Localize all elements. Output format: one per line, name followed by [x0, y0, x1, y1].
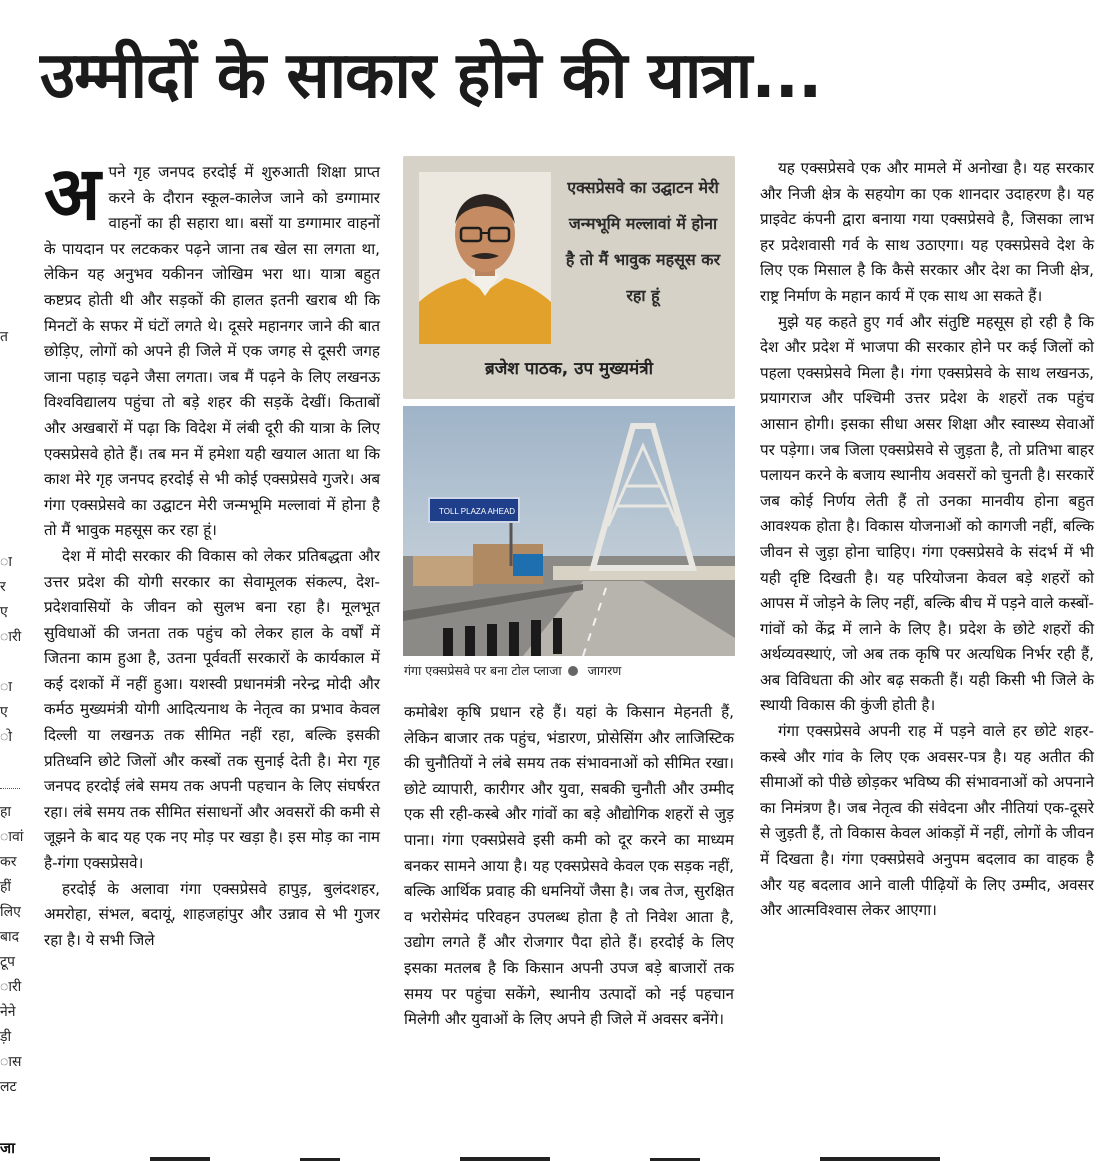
article-column-1 — [44, 151, 380, 953]
quote-box — [403, 156, 735, 399]
photo-caption — [404, 662, 736, 679]
road-sign-text: TOLL PLAZA AHEAD — [439, 507, 516, 516]
paragraph — [44, 151, 380, 544]
paragraph: कमोबेश कृषि प्रधान रहे हैं। यहां के किसान मेहनती हैं, लेकिन बाजार तक पहुंच, भंडारण, प्रोसेसिंग और लाजिस्टिक की चुनौतियों ने लंबे समय तक संभावनाओं को सीमित रखा। छोटे व्यापारी, कारीगर और युवा, सबकी चुनौती और उम्मीद एक सी रही-कस्बे और गांवों का बड़े औद्योगिक शहरों से जुड़ पाना। गंगा एक्सप्रेसवे इसी कमी को दूर करने का माध्यम बनकर सामने आया है। यह एक्सप्रेसवे केवल एक सड़क नहीं, बल्कि आर्थिक प्रवाह की धमनियों जैसा है। जब तेज, सुरक्षित व भरोसेमंद परिवहन उपलब्ध होता है तो निवेश आता है, उद्योग लगते हैं और रोजगार पैदा होते हैं। हरदोई के लिए इसका मतलब है कि किसान अपनी उपज बड़े बाजारों तक समय पर पहुंचा सकेंगे, स्थानीय उत्पादों को नई पहचान मिलेगी और युवाओं के लिए अपने ही जिले में अवसर बनेंगे। — [404, 703, 734, 1029]
next-article-headline-cut — [130, 1150, 1000, 1161]
paragraph-text: पने गृह जनपद हरदोई में शुरुआती शिक्षा प्राप्त करने के दौरान स्कूल-कालेज जाने को डग्गामार वाहनों का ही सहारा था। बसों या डग्गामार वाहनों के पायदान पर लटककर पढ़ने जाना तब खेल सा लगता था, लेकिन यह अनुभव यकीनन जोखिम भरा था। यात्रा बहुत कष्टप्रद होती थी और सड़कों की हालत इतनी खराब थी कि मिनटों के सफर में घंटों लगते थे। दूसरे महानगर जाने की बात छोड़िए, लोगों को अपने ही जिले में एक जगह से दूसरी जगह जाना पहाड़ चढ़ने जैसा लगता। जब मैं पढ़ने के लिए लखनऊ विश्वविद्यालय पहुंचा तो बड़े शहर की सड़कें देखीं। किताबों और अखबारों में पढ़ा कि विदेश में लंबी दूरी की यात्रा के लिए एक्सप्रेसवे होते हैं। तब मन में हमेशा यही खयाल आता था कि काश मेरे गृह जनपद हरदोई से भी कोई एक्सप्रेसवे गुजरे। अब गंगा एक्सप्रेसवे का उद्घाटन मेरी जन्मभूमि मल्लावां में होना है तो मैं भावुक महसूस कर रहा हूं। — [44, 163, 380, 540]
headline: उम्मीदों के साकार होने की यात्रा... — [40, 39, 822, 113]
caption-text: गंगा एक्सप्रेसवे पर बना टोल प्लाजा — [404, 663, 562, 678]
divider — [0, 788, 20, 789]
quote-text: एक्सप्रेसवे का उद्घाटन मेरी जन्मभूमि मल्लावां में होना है तो मैं भावुक महसूस कर रहा हूं — [565, 178, 721, 305]
adjacent-article-fragment-last: जा — [0, 1139, 16, 1157]
paragraph: देश में मोदी सरकार की विकास को लेकर प्रतिबद्धता और उत्तर प्रदेश की योगी सरकार का सेवामूलक संकल्प, देश-प्रदेशवासियों के जीवन को सुलभ बना रहा है। मूलभूत सुविधाओं की जनता तक पहुंच को लेकर हाल के वर्षों में जितना काम हुआ है, उतना पूर्ववर्ती सरकारों के कार्यकाल में कई दशकों में नहीं हुआ। यशस्वी प्रधानमंत्री नरेन्द्र मोदी और कर्मठ मुख्यमंत्री योगी आदित्यनाथ के नेतृत्व का प्रभाव केवल दिल्ली या लखनऊ तक सीमित नहीं रहा, बल्कि इसकी प्रतिध्वनि छोटे जिलों और कस्बों तक सुनाई देती है। मेरा गृह जनपद हरदोई लंबे समय तक अपनी पहचान के लिए संघर्षरत रहा। लंबे समय तक सीमित संसाधनों और अवसरों की कमी से जूझने के बाद यह एक नए मोड़ पर खड़ा है। इस मोड़ का नाम है-गंगा एक्सप्रेसवे। — [44, 546, 380, 873]
adjacent-article-fragment-bottom: हा ावां कर हीं लिए बाद टूप ारी नेने ड़ी ास लट — [0, 804, 24, 1095]
portrait-photo — [419, 172, 551, 344]
adjacent-article-fragment-top: त ा र ए ारी ा ए ो — [0, 329, 22, 745]
paragraph: मुझे यह कहते हुए गर्व और संतुष्टि महसूस हो रही है कि देश और प्रदेश में भाजपा की सरकार होने पर कई जिलों को पहला एक्सप्रेसवे मिला है। गंगा एक्सप्रेसवे के साथ लखनऊ, प्रयागराज और पश्चिमी उत्तर प्रदेश के शहरों तक पहुंच आसान होगी। इसका सीधा असर शिक्षा और स्वास्थ्य सेवाओं पर पड़ेगा। जब जिला एक्सप्रेसवे से जुड़ता है, तो प्रतिभा बाहर पलायन करने के बजाय स्थानीय अवसरों को चुनती है। सरकारें जब कोई निर्णय लेती हैं तो उनका मानवीय होना बहुत आवश्यक होता है। विकास योजनाओं को कागजी नहीं, बल्कि जीवन से जुड़ा होना चाहिए। गंगा एक्सप्रेसवे के संदर्भ में भी यही दृष्टि दिखती है। यह परियोजना केवल बड़े शहरों को आपस में जोड़ने के लिए नहीं, बल्कि बीच में पड़ने वाले कस्बों-गांवों को केंद्र में लाने के लिए है। प्रदेश के छोटे शहरों की अर्थव्यवस्थाएं, जो अब तक कृषि पर अत्यधिक निर्भर रही हैं, अब विविधता की ओर बढ़ सकती हैं। यही किसी भी जिले के स्थायी विकास की कुंजी होती है। — [760, 312, 1094, 715]
dropcap: अ — [44, 151, 101, 237]
photo-credit: जागरण — [587, 663, 622, 678]
toll-plaza-photo — [403, 406, 735, 656]
paragraph: गंगा एक्सप्रेसवे अपनी राह में पड़ने वाले हर छोटे शहर-कस्बे और गांव के लिए एक अवसर-पत्र है। यह अतीत की सीमाओं को पीछे छोड़कर भविष्य की संभावनाओं को अपनाने का निमंत्रण है। जब नेतृत्व की संवेदना और नीतियां एक-दूसरे से जुड़ती हैं, तो विकास केवल आंकड़ों में नहीं, लोगों के जीवन में दिखता है। गंगा एक्सप्रेसवे अनुपम बदलाव का वाहक है और यह बदलाव आने वाली पीढ़ियों के लिए उम्मीद, अवसर और आत्मविश्वास लेकर आएगा। — [760, 722, 1094, 920]
paragraph: यह एक्सप्रेसवे एक और मामले में अनोखा है। यह सरकार और निजी क्षेत्र के सहयोग का एक शानदार उदाहरण है। यह प्राइवेट कंपनी द्वारा बनाया गया एक्सप्रेसवे है, जिसका लाभ हर प्रदेशवासी गर्व के साथ उठाएगा। यह एक्सप्रेसवे देश के लिए एक मिसाल है कि कैसे सरकार और देश का निजी क्षेत्र, राष्ट्र निर्माण के महान कार्य में एक साथ आ सकते हैं। — [760, 159, 1094, 305]
article-column-3 — [760, 156, 1094, 924]
bullet-dot-icon — [568, 666, 578, 676]
quote-author: ब्रजेश पाठक, उप मुख्यमंत्री — [485, 359, 653, 379]
paragraph: हरदोई के अलावा गंगा एक्सप्रेसवे हापुड़, बुलंदशहर, अमरोहा, संभल, बदायूं, शाहजहांपुर और उन्नाव से भी गुजर रहा है। ये सभी जिले — [44, 879, 380, 949]
article-column-2 — [404, 700, 734, 1033]
